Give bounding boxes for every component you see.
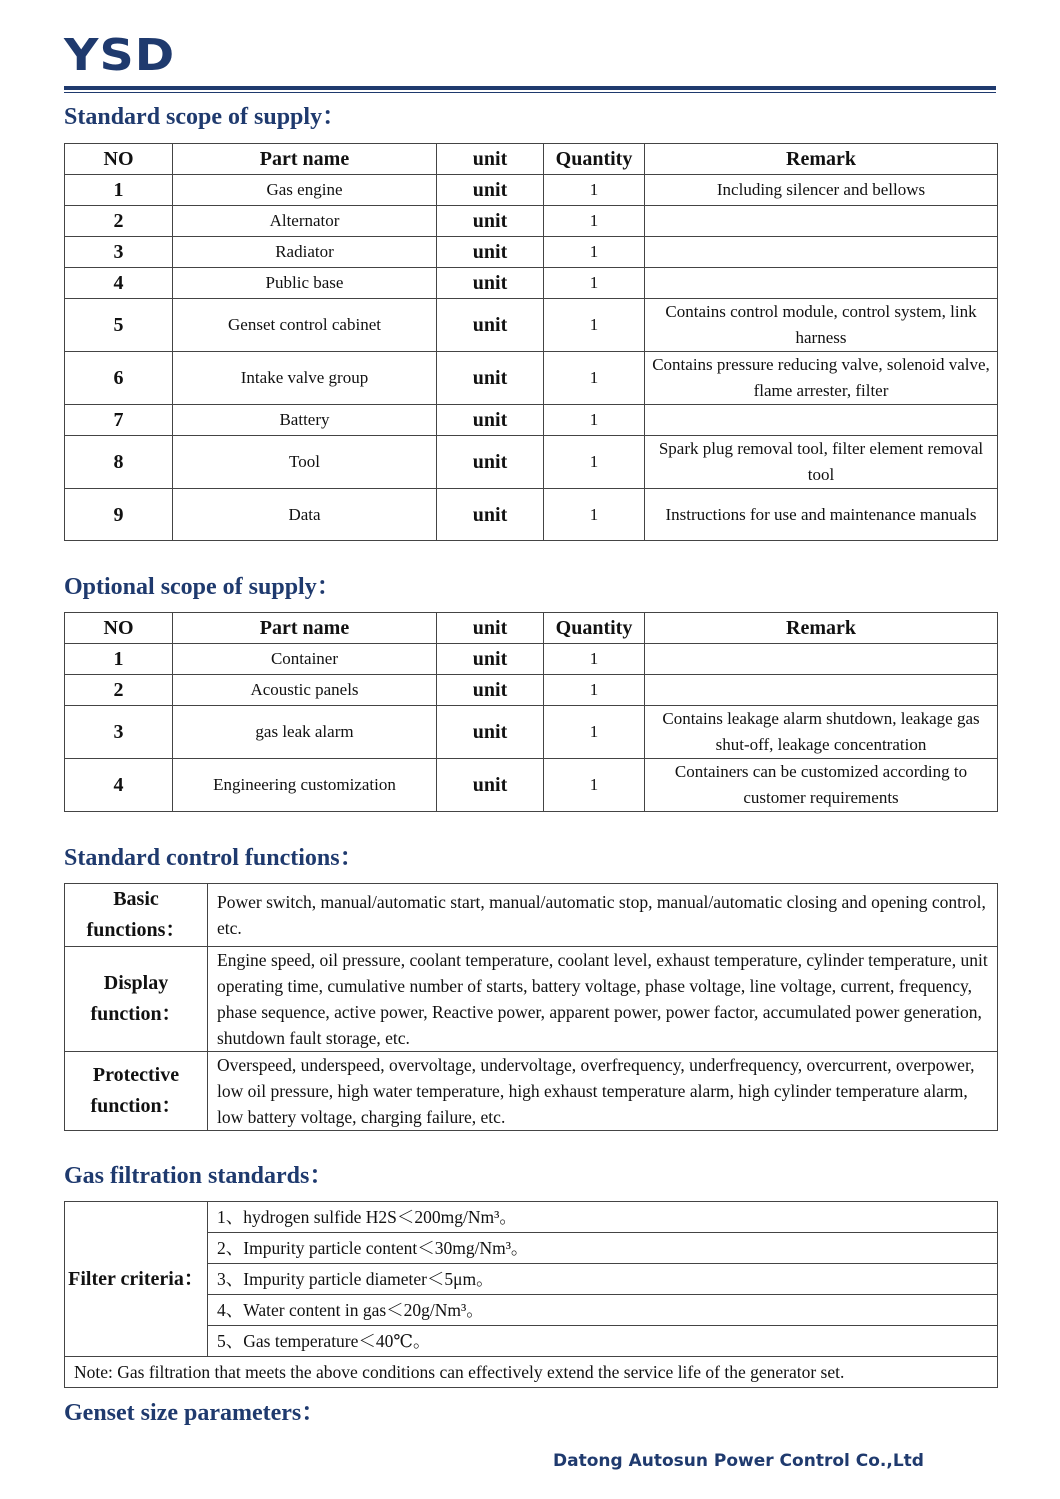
- cell-unit: unit: [437, 299, 544, 352]
- cell-unit: unit: [437, 675, 544, 706]
- col-header-part-name: Part name: [173, 144, 437, 175]
- cell-remark: Including silencer and bellows: [645, 175, 998, 206]
- table-header-row: [65, 613, 998, 644]
- cell-part-name: Data: [173, 489, 437, 541]
- cell-part-name: Tool: [173, 436, 437, 489]
- gas-filtration-table: [64, 1201, 998, 1388]
- cell-no: 1: [65, 644, 173, 675]
- genset-size-heading: Genset size parameters：: [64, 1400, 326, 1426]
- cell-remark: Instructions for use and maintenance manuals: [645, 489, 998, 541]
- cell-remark: Spark plug removal tool, filter element removal tool: [645, 436, 998, 489]
- cell-quantity: 1: [544, 206, 645, 237]
- cell-remark: Containers can be customized according to customer requirements: [645, 759, 998, 812]
- cell-unit: unit: [437, 644, 544, 675]
- criteria-item: 4、Water content in gas＜20g/Nm³。: [208, 1295, 998, 1326]
- table-row: [65, 405, 998, 436]
- cell-quantity: 1: [544, 268, 645, 299]
- cell-part-name: Engineering customization: [173, 759, 437, 812]
- control-functions-table: [64, 883, 998, 1131]
- cell-no: 8: [65, 436, 173, 489]
- cell-quantity: 1: [544, 436, 645, 489]
- cell-unit: unit: [437, 405, 544, 436]
- cell-remark: Contains pressure reducing valve, solenoid valve, flame arrester, filter: [645, 352, 998, 405]
- cell-quantity: 1: [544, 175, 645, 206]
- cell-quantity: 1: [544, 237, 645, 268]
- cell-unit: unit: [437, 489, 544, 541]
- cell-remark: Contains leakage alarm shutdown, leakage gas shut-off, leakage concentration: [645, 706, 998, 759]
- cell-unit: unit: [437, 175, 544, 206]
- function-label: Basic functions：: [65, 884, 208, 947]
- cell-part-name: Battery: [173, 405, 437, 436]
- optional-supply-table: [64, 612, 998, 812]
- cell-no: 7: [65, 405, 173, 436]
- col-header-no: NO: [65, 144, 173, 175]
- col-header-unit: unit: [437, 144, 544, 175]
- cell-part-name: gas leak alarm: [173, 706, 437, 759]
- function-label: Protective function：: [65, 1052, 208, 1131]
- table-row: [65, 675, 998, 706]
- cell-part-name: Alternator: [173, 206, 437, 237]
- cell-unit: unit: [437, 237, 544, 268]
- function-row: [65, 1052, 998, 1131]
- table-header-row: [65, 144, 998, 175]
- cell-unit: unit: [437, 706, 544, 759]
- cell-no: 3: [65, 237, 173, 268]
- cell-quantity: 1: [544, 644, 645, 675]
- cell-no: 9: [65, 489, 173, 541]
- cell-unit: unit: [437, 352, 544, 405]
- cell-part-name: Gas engine: [173, 175, 437, 206]
- company-logo: YSD: [64, 30, 176, 81]
- table-row: [65, 352, 998, 405]
- control-functions-heading: Standard control functions：: [64, 845, 364, 871]
- cell-part-name: Intake valve group: [173, 352, 437, 405]
- cell-part-name: Container: [173, 644, 437, 675]
- table-row: [65, 299, 998, 352]
- cell-quantity: 1: [544, 706, 645, 759]
- criteria-row: [65, 1202, 998, 1233]
- footer-company-name: Datong Autosun Power Control Co.,Ltd: [553, 1451, 924, 1471]
- table-row: [65, 175, 998, 206]
- cell-part-name: Public base: [173, 268, 437, 299]
- cell-quantity: 1: [544, 759, 645, 812]
- table-row: [65, 759, 998, 812]
- cell-remark: [645, 237, 998, 268]
- criteria-item: 5、Gas temperature＜40℃。: [208, 1326, 998, 1357]
- header-rule-thin: [64, 92, 996, 93]
- cell-no: 2: [65, 206, 173, 237]
- cell-quantity: 1: [544, 299, 645, 352]
- col-header-remark: Remark: [645, 613, 998, 644]
- standard-supply-heading: Standard scope of supply：: [64, 104, 347, 130]
- header-rule-thick: [64, 86, 996, 90]
- function-description: Engine speed, oil pressure, coolant temperature, coolant level, exhaust temperature, cylinder temperature, unit operating time, cumulative number of starts, battery voltage, phase voltage, line voltage, current, frequency, phase sequence, active power, Reactive power, apparent power, power factor, accumulated power generation, shutdown fault storage, etc.: [208, 947, 998, 1052]
- col-header-quantity: Quantity: [544, 144, 645, 175]
- col-header-remark: Remark: [645, 144, 998, 175]
- cell-remark: [645, 206, 998, 237]
- cell-no: 6: [65, 352, 173, 405]
- criteria-item: 1、hydrogen sulfide H2S＜200mg/Nm³。: [208, 1202, 998, 1233]
- function-row: [65, 947, 998, 1052]
- cell-no: 5: [65, 299, 173, 352]
- cell-remark: [645, 268, 998, 299]
- cell-unit: unit: [437, 206, 544, 237]
- cell-no: 3: [65, 706, 173, 759]
- table-row: [65, 206, 998, 237]
- criteria-item: 2、Impurity particle content＜30mg/Nm³。: [208, 1233, 998, 1264]
- filtration-note-row: [65, 1357, 998, 1388]
- cell-unit: unit: [437, 268, 544, 299]
- cell-remark: [645, 644, 998, 675]
- cell-quantity: 1: [544, 405, 645, 436]
- cell-quantity: 1: [544, 352, 645, 405]
- table-row: [65, 268, 998, 299]
- function-description: Power switch, manual/automatic start, manual/automatic stop, manual/automatic closing and opening control, etc.: [208, 884, 998, 947]
- standard-supply-table: [64, 143, 998, 541]
- col-header-no: NO: [65, 613, 173, 644]
- cell-part-name: Radiator: [173, 237, 437, 268]
- cell-no: 4: [65, 759, 173, 812]
- table-row: [65, 644, 998, 675]
- cell-part-name: Genset control cabinet: [173, 299, 437, 352]
- cell-remark: [645, 675, 998, 706]
- cell-remark: [645, 405, 998, 436]
- cell-unit: unit: [437, 436, 544, 489]
- cell-no: 4: [65, 268, 173, 299]
- cell-no: 1: [65, 175, 173, 206]
- table-row: [65, 436, 998, 489]
- criteria-item: 3、Impurity particle diameter＜5μm。: [208, 1264, 998, 1295]
- col-header-quantity: Quantity: [544, 613, 645, 644]
- cell-remark: Contains control module, control system, link harness: [645, 299, 998, 352]
- table-row: [65, 706, 998, 759]
- col-header-unit: unit: [437, 613, 544, 644]
- function-label: Display function：: [65, 947, 208, 1052]
- table-row: [65, 489, 998, 541]
- cell-no: 2: [65, 675, 173, 706]
- function-description: Overspeed, underspeed, overvoltage, undervoltage, overfrequency, underfrequency, overcurrent, overpower, low oil pressure, high water temperature, high exhaust temperature alarm, high cylinder temperature alarm, low battery voltage, charging failure, etc.: [208, 1052, 998, 1131]
- gas-filtration-heading: Gas filtration standards：: [64, 1163, 334, 1189]
- optional-supply-heading: Optional scope of supply：: [64, 574, 341, 600]
- cell-quantity: 1: [544, 489, 645, 541]
- filtration-note: Note: Gas filtration that meets the above conditions can effectively extend the service life of the generator set.: [65, 1357, 998, 1388]
- filter-criteria-label: Filter criteria：: [65, 1202, 208, 1357]
- cell-unit: unit: [437, 759, 544, 812]
- function-row: [65, 884, 998, 947]
- cell-quantity: 1: [544, 675, 645, 706]
- col-header-part-name: Part name: [173, 613, 437, 644]
- table-row: [65, 237, 998, 268]
- cell-part-name: Acoustic panels: [173, 675, 437, 706]
